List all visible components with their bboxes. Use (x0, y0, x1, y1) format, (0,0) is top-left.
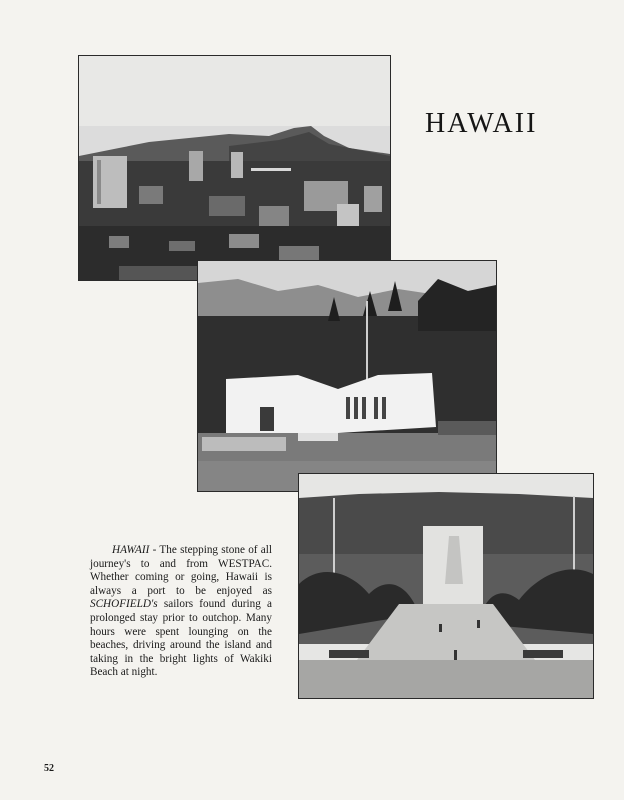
city-skyline-photo (78, 55, 391, 281)
caption-body-2: sailors found during a prolonged stay prior to outchop. Many hours were spent lounging on the beaches, driving around the island and taking in the bright lights of Wakiki Beach at night. (90, 598, 272, 679)
punchbowl-cemetery-image (299, 474, 593, 698)
caption-body-1: - The stepping stone of all journey's to and from WESTPAC. Whether coming or going, Hawaii is always a port to be enjoyed as (90, 544, 272, 597)
page-title: HAWAII (425, 108, 538, 139)
punchbowl-cemetery-photo (298, 473, 594, 699)
caption-lead: HAWAII (112, 544, 150, 556)
page-number: 52 (44, 763, 54, 774)
caption-text (90, 544, 272, 680)
arizona-memorial-photo (197, 260, 497, 492)
arizona-memorial-image (198, 261, 496, 491)
caption-ship-name: SCHOFIELD's (90, 598, 158, 611)
city-skyline-image (79, 56, 390, 280)
